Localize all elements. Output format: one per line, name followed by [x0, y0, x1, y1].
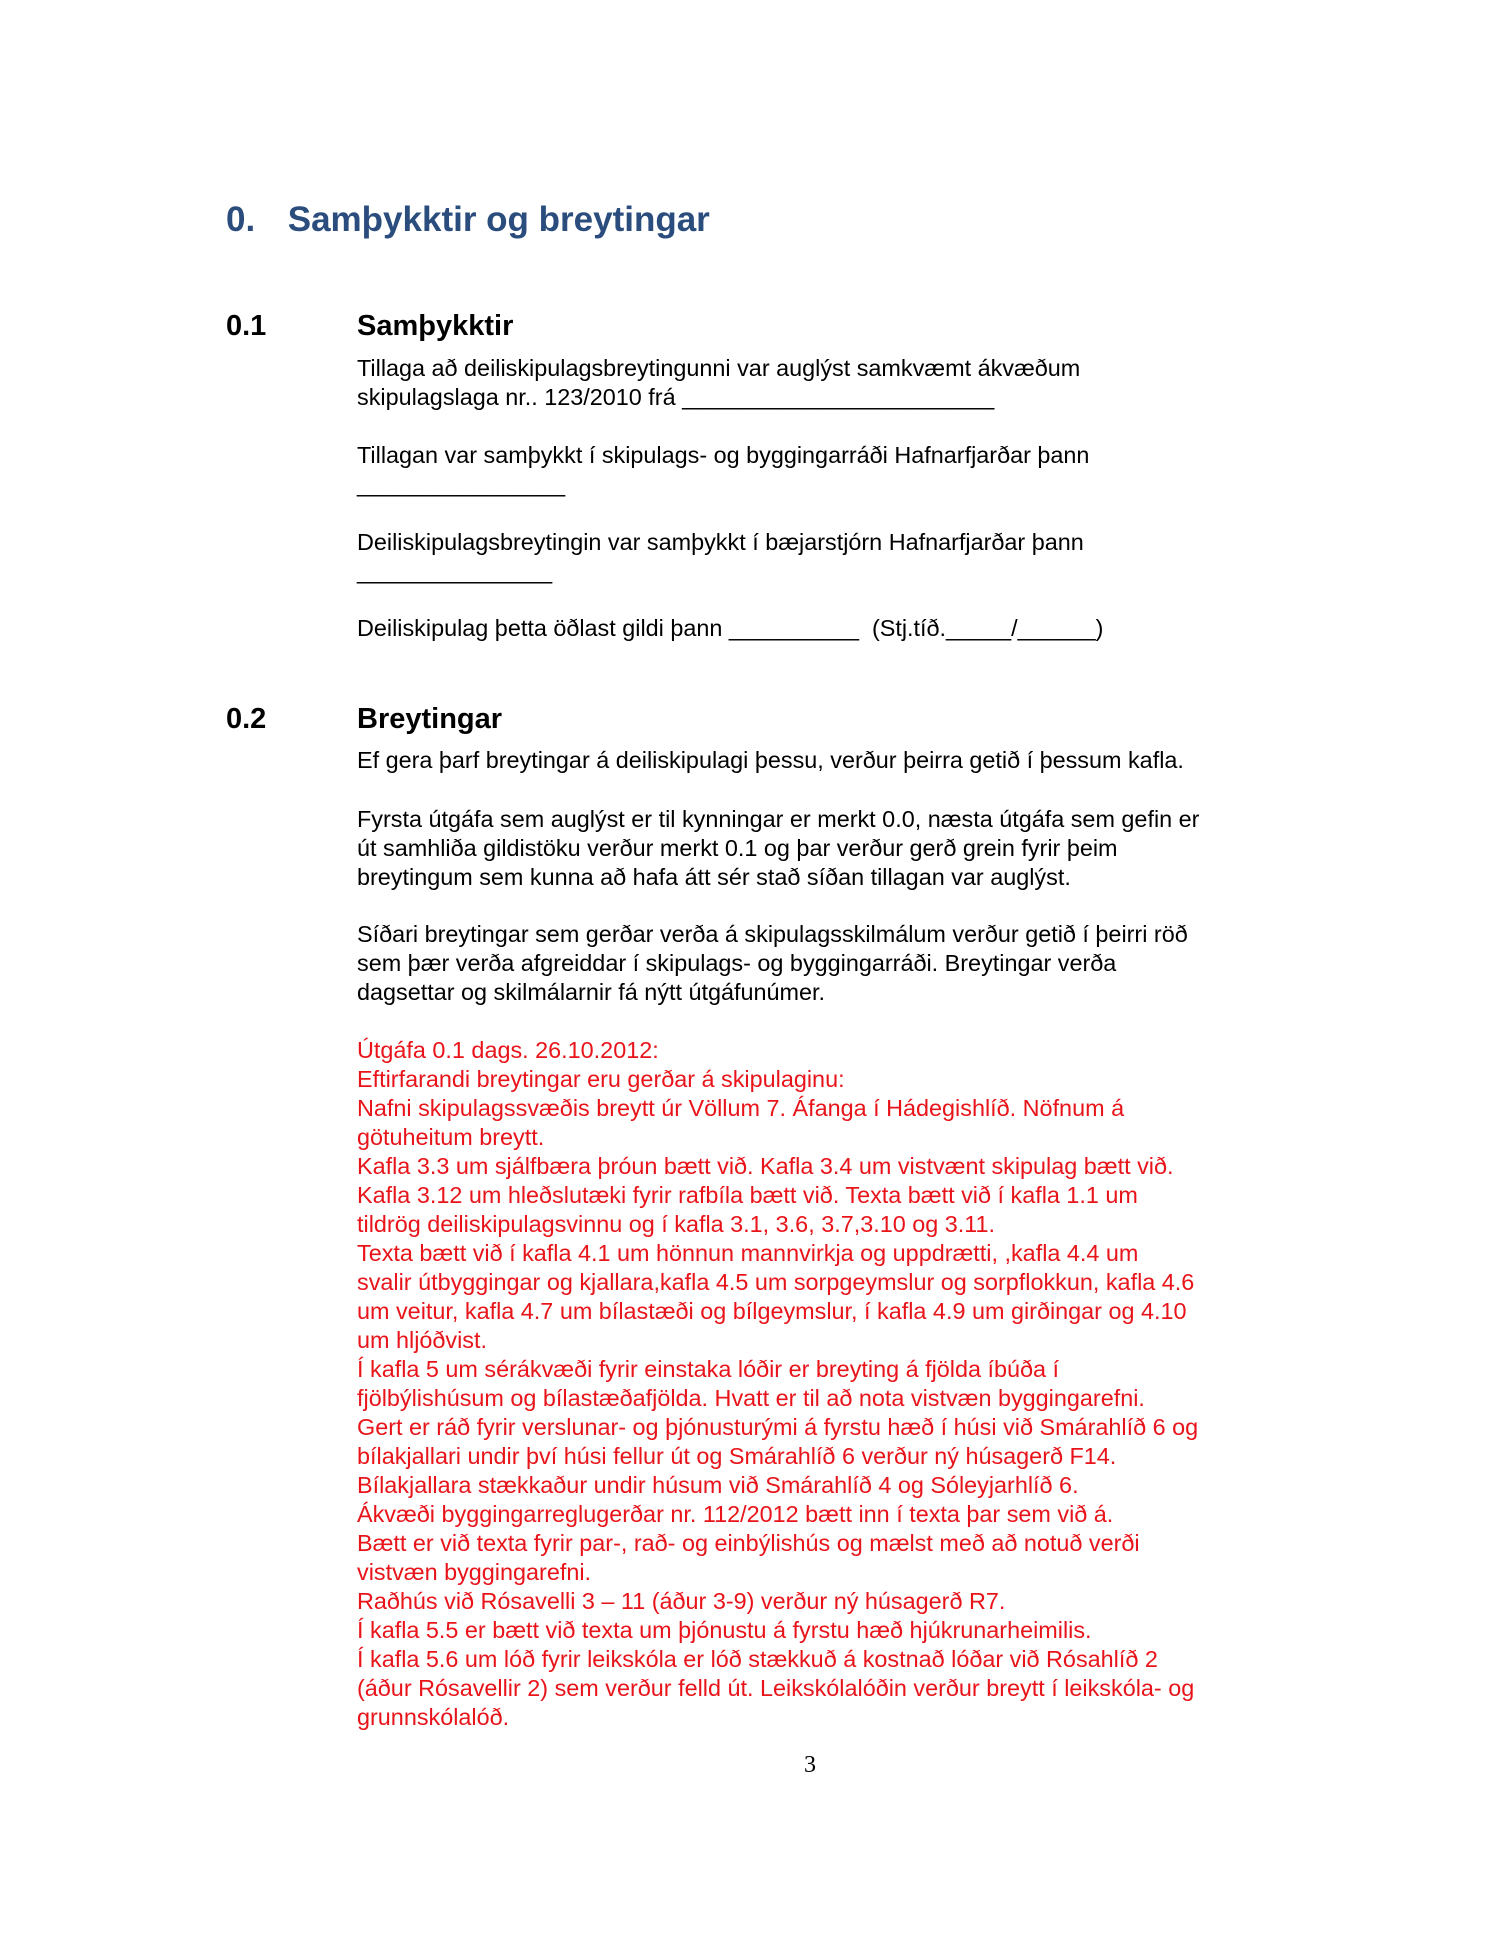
changes-paragraph-3-line: sem þær verða afgreiddar í skipulags- og byggingarráði. Breytingar verða	[357, 950, 1117, 976]
chapter-title: Samþykktir og breytingar	[287, 200, 710, 239]
section-0-1-body	[357, 354, 1287, 412]
revision-line: um hljóðvist.	[357, 1327, 487, 1353]
approval-paragraph-1-line-2: skipulagslaga nr.. 123/2010 frá ________________________	[357, 384, 995, 410]
section-0-1-paragraph-2	[357, 441, 1287, 499]
revision-line: Í kafla 5.6 um lóð fyrir leikskóla er lóð stækkuð á kostnað lóðar við Rósahlíð 2	[357, 1646, 1158, 1672]
section-0-2-paragraph-3	[357, 920, 1287, 1007]
section-number-0-2: 0.2	[226, 703, 267, 735]
revision-line: Útgáfa 0.1 dags. 26.10.2012:	[357, 1037, 659, 1063]
section-0-2-paragraph-1	[357, 746, 1287, 775]
revision-line: Bætt er við texta fyrir par-, rað- og einbýlishús og mælst með að notuð verði	[357, 1530, 1140, 1556]
section-title-samthykktir: Samþykktir	[357, 310, 514, 342]
changes-paragraph-2-line: Fyrsta útgáfa sem auglýst er til kynningar er merkt 0.0, næsta útgáfa sem gefin er	[357, 806, 1200, 832]
revision-line: Raðhús við Rósavelli 3 – 11 (áður 3-9) verður ný húsagerð R7.	[357, 1588, 1006, 1614]
section-0-1-paragraph-4	[357, 614, 1287, 643]
revision-line: Kafla 3.12 um hleðslutæki fyrir rafbíla bætt við. Texta bætt við í kafla 1.1 um	[357, 1182, 1138, 1208]
changes-paragraph-3-line: Síðari breytingar sem gerðar verða á skipulagsskilmálum verður getið í þeirri röð	[357, 921, 1188, 947]
revision-line: bílakjallari undir því húsi fellur út og Smárahlíð 6 verður ný húsagerð F14.	[357, 1443, 1117, 1469]
page-number: 3	[804, 1752, 816, 1778]
approval-paragraph-3-line-1: Deiliskipulagsbreytingin var samþykkt í bæjarstjórn Hafnarfjarðar þann	[357, 529, 1084, 555]
revision-line: Gert er ráð fyrir verslunar- og þjónusturými á fyrstu hæð í húsi við Smárahlíð 6 og	[357, 1414, 1199, 1440]
revision-line: um veitur, kafla 4.7 um bílastæði og bílgeymslur, í kafla 4.9 um girðingar og 4.10	[357, 1298, 1187, 1324]
chapter-heading	[226, 200, 710, 240]
section-0-1-paragraph-3	[357, 528, 1287, 586]
approval-paragraph-3-line-2: _______________	[357, 558, 553, 584]
revision-line: (áður Rósavellir 2) sem verður felld út. Leikskólalóðin verður breytt í leikskóla- og	[357, 1675, 1195, 1701]
revision-line: fjölbýlishúsum og bílastæðafjölda. Hvatt er til að nota vistvæn byggingarefni.	[357, 1385, 1145, 1411]
revision-line: Í kafla 5.5 er bætt við texta um þjónustu á fyrstu hæð hjúkrunarheimilis.	[357, 1617, 1092, 1643]
approval-paragraph-2-line-2: ________________	[357, 471, 566, 497]
changes-paragraph-3-line: dagsettar og skilmálarnir fá nýtt útgáfunúmer.	[357, 979, 826, 1005]
revision-line: Texta bætt við í kafla 4.1 um hönnun mannvirkja og uppdrætti, ,kafla 4.4 um	[357, 1240, 1139, 1266]
revision-line: svalir útbyggingar og kjallara,kafla 4.5 um sorpgeymslur og sorpflokkun, kafla 4.6	[357, 1269, 1195, 1295]
revision-line: vistvæn byggingarefni.	[357, 1559, 592, 1585]
approval-paragraph-4-line-1: Deiliskipulag þetta öðlast gildi þann __________ (Stj.tíð._____/______)	[357, 615, 1104, 641]
revision-line: Eftirfarandi breytingar eru gerðar á skipulaginu:	[357, 1066, 845, 1092]
section-title-breytingar: Breytingar	[357, 703, 503, 735]
revision-line: Nafni skipulagssvæðis breytt úr Völlum 7. Áfanga í Hádegishlíð. Nöfnum á	[357, 1095, 1125, 1121]
approval-paragraph-2-line-1: Tillagan var samþykkt í skipulags- og byggingarráði Hafnarfjarðar þann	[357, 442, 1090, 468]
changes-paragraph-2-line: út samhliða gildistöku verður merkt 0.1 og þar verður gerð grein fyrir þeim	[357, 835, 1118, 861]
revision-line: Bílakjallara stækkaður undir húsum við Smárahlíð 4 og Sóleyjarhlíð 6.	[357, 1472, 1079, 1498]
revision-line: grunnskólalóð.	[357, 1704, 510, 1730]
revision-line: tildrög deiliskipulagsvinnu og í kafla 3.1, 3.6, 3.7,3.10 og 3.11.	[357, 1211, 996, 1237]
revision-line: Í kafla 5 um sérákvæði fyrir einstaka lóðir er breyting á fjölda íbúða í	[357, 1356, 1060, 1382]
revision-line: götuheitum breytt.	[357, 1124, 545, 1150]
revision-notes	[357, 1036, 1287, 1732]
changes-paragraph-2-line: breytingum sem kunna að hafa átt sér stað síðan tillagan var auglýst.	[357, 864, 1071, 890]
chapter-number: 0.	[226, 200, 256, 239]
section-0-2-paragraph-2	[357, 805, 1287, 892]
section-number-0-1: 0.1	[226, 310, 267, 342]
changes-paragraph-1: Ef gera þarf breytingar á deiliskipulagi þessu, verður þeirra getið í þessum kafla.	[357, 747, 1184, 773]
approval-paragraph-1-line-1: Tillaga að deiliskipulagsbreytingunni var auglýst samkvæmt ákvæðum	[357, 355, 1081, 381]
revision-line: Kafla 3.3 um sjálfbæra þróun bætt við. Kafla 3.4 um vistvænt skipulag bætt við.	[357, 1153, 1174, 1179]
revision-line: Ákvæði byggingarreglugerðar nr. 112/2012 bætt inn í texta þar sem við á.	[357, 1501, 1114, 1527]
